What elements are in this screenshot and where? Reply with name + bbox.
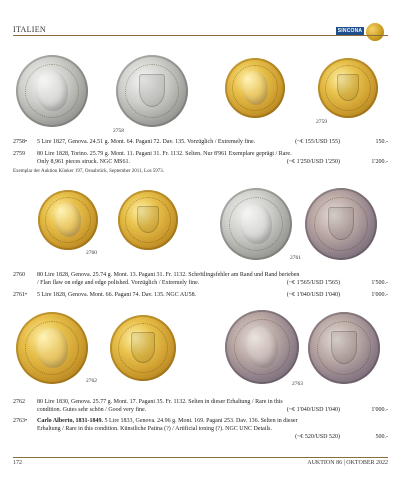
lot-entry-2758 [13, 138, 388, 147]
lot-number: 2763• [13, 418, 28, 424]
lot-estimate: (~€ 1'040/USD 1'040) [286, 292, 340, 298]
lot-estimate: (~€ 1'250/USD 1'250) [286, 159, 340, 165]
lot-estimate: (~€ 520/USD 520) [295, 434, 340, 440]
lot-entry-2761 [13, 291, 388, 300]
lot-description-line1: 80 Lire 1830, Genova. 25.77 g. Mont. 17. Pagani 35. Fr. 1132. Selten in dieser Erhaltung / Rare in this [37, 399, 283, 405]
lot-number: 2762 [13, 399, 25, 405]
lot-number: 2759 [13, 151, 25, 157]
lot-entry-2762 [13, 398, 388, 416]
lot-price: 1'500.- [371, 280, 388, 286]
lot-number: 2761• [13, 292, 28, 298]
coin-2759-reverse [318, 58, 378, 118]
lot-label-2759: 2759 [316, 119, 327, 125]
lot-entry-2763 [13, 417, 388, 445]
lot-description-line2: condition. Gutes sehr schön / Good very fine. [37, 407, 147, 413]
lot-entry-2760 [13, 271, 388, 289]
lot-description-line2: Erhaltung / Rare in this condition. Künstliche Patina (?) / Artificial toning (?). NGC UNC Details. [37, 426, 272, 432]
lot-label-2762: 2762 [86, 378, 97, 384]
lot-estimate: (~€ 1'040/USD 1'040) [286, 407, 340, 413]
lot-description-line1: 80 Lire 1828, Genova. 25.74 g. Mont. 13. Pagani 31. Fr. 1132. Schrötlingsfehler am Rand und Rand berieben [37, 272, 300, 278]
coin-2762-reverse [110, 315, 176, 381]
coin-2761-reverse [305, 188, 377, 260]
section-title: ITALIEN [13, 25, 47, 34]
lot-price: 1'000.- [371, 292, 388, 298]
lot-entry-2759 [13, 150, 388, 168]
lot-number: 2758• [13, 139, 28, 145]
auction-info: AUKTION 86 | OKTOBER 2022 [307, 460, 388, 466]
brand-logo: SINCONA [337, 28, 363, 34]
lot-description-line2: Only 8,961 pieces struck. NGC MS61. [37, 159, 130, 165]
lot-price: 1'200.- [371, 159, 388, 165]
lot-estimate: (~€ 155/USD 155) [295, 139, 340, 145]
lot-description-text: 5 Lire 1833, Genova. 24.96 g. Mont. 169. Pagani 253. Dav. 136. Selten in dieser [103, 418, 298, 424]
coin-2758-reverse [116, 55, 188, 127]
lot-label-2758: 2758 [113, 128, 124, 134]
coin-2758-obverse [16, 55, 88, 127]
coin-2760-reverse [118, 190, 178, 250]
footer-divider [13, 457, 388, 458]
coin-2762-obverse [16, 312, 88, 384]
provenance-note: Exemplar der Auktion Künker 197, Osnabrück, September 2011, Los 5973. [13, 169, 165, 174]
lot-description: 5 Lire 1827, Genova. 24.51 g. Mont. 64. Pagani 72. Dav. 135. Vorzüglich / Extremely fine. [37, 139, 256, 145]
lot-description: 5 Lire 1828, Genova. Mont. 66. Pagani 74. Dav. 135. NGC AU58. [37, 292, 197, 298]
coin-2761-obverse [220, 188, 292, 260]
page-number: 172 [13, 460, 22, 466]
lot-price: 1'000.- [371, 407, 388, 413]
header-divider [13, 35, 388, 36]
lot-label-2760: 2760 [86, 250, 97, 256]
lot-description-line1: 80 Lire 1828, Torino. 25.79 g. Mont. 11. Pagani 31. Fr. 1132. Selten. Nur 8'961 Exemplare geprägt / Rare. [37, 151, 292, 157]
lot-label-2763: 2763 [292, 381, 303, 387]
lot-price: 150.- [375, 139, 388, 145]
coin-2759-obverse [225, 58, 285, 118]
lot-description-line2: / Flan flaw on edge and edge polished. Vorzüglich / Extremely fine. [37, 280, 200, 286]
lot-number: 2760 [13, 272, 25, 278]
coin-2763-obverse [225, 310, 299, 384]
lot-estimate: (~€ 1'565/USD 1'565) [286, 280, 340, 286]
coin-2763-reverse [308, 312, 380, 384]
lot-label-2761: 2761 [290, 255, 301, 261]
lot-description-line1 [37, 417, 377, 425]
ruler-name: Carlo Alberto, 1831-1849. [37, 418, 103, 424]
lot-price: 500.- [375, 434, 388, 440]
brand-coin-icon [366, 23, 384, 41]
coin-2760-obverse [38, 190, 98, 250]
